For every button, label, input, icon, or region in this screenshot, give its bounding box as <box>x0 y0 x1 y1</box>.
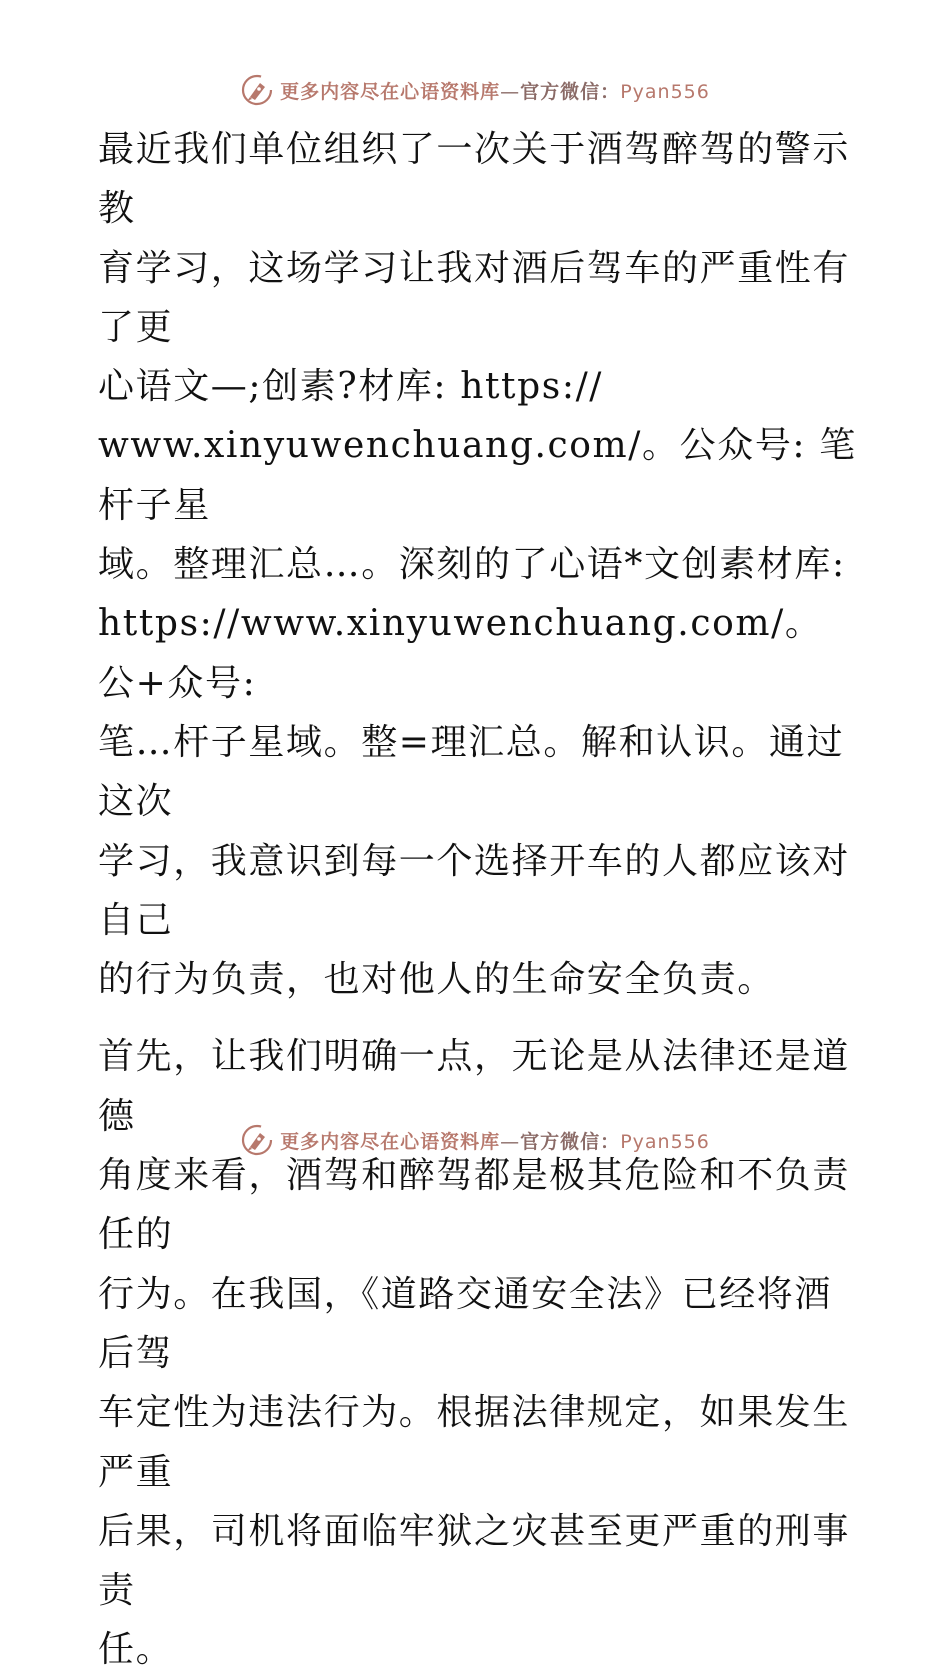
footer-banner-main-text: 更多内容尽在心语资料库 <box>280 1130 501 1153</box>
footer-banner-wechat-label: 官方微信： <box>520 1130 621 1153</box>
header-banner-wechat-id: Pyan556 <box>620 80 710 103</box>
header-banner-content <box>240 73 710 107</box>
paragraph-1: 最近我们单位组织了一次关于酒驾醉驾的警示教 育学习，这场学习让我对酒后驾车的严重性有了更 心语文—;创素?材库: https:// www.xinyuwenchuang.com/。公众号: 笔杆子星 域。整理汇总…。深刻的了心语*文创素材库: https://www.xinyuwenchuang.com/。公+众号: 笔…杆子星域。整=理汇总。解和认识。通过这次 学习，我意识到每一个选择开车的人都应该对自己 的行为负责，也对他人的生命安全负责。 <box>98 129 857 1001</box>
footer-banner <box>0 1120 950 1160</box>
paragraph-2: 首先，让我们明确一点，无论是从法律还是道德 角度来看，酒驾和醉驾都是极其危险和不负责任的 行为。在我国，《道路交通安全法》已经将酒后驾 车定性为违法行为。根据法律规定，如果发生严重 后果，司机将面临牢狱之灾甚至更严重的刑事责 任。 <box>98 1036 851 1671</box>
document-body <box>98 120 858 1680</box>
header-banner <box>0 70 950 110</box>
footer-banner-dash: — <box>500 1130 521 1153</box>
header-banner-wechat-label: 官方微信： <box>520 80 621 103</box>
fountain-pen-logo-icon <box>240 73 274 107</box>
footer-banner-wechat-id: Pyan556 <box>620 1130 710 1153</box>
fountain-pen-logo-icon <box>240 1123 274 1157</box>
footer-banner-content <box>240 1123 710 1157</box>
header-banner-text <box>280 77 710 104</box>
footer-banner-text <box>280 1127 710 1154</box>
header-banner-main-text: 更多内容尽在心语资料库 <box>280 80 501 103</box>
header-banner-dash: — <box>500 80 521 103</box>
